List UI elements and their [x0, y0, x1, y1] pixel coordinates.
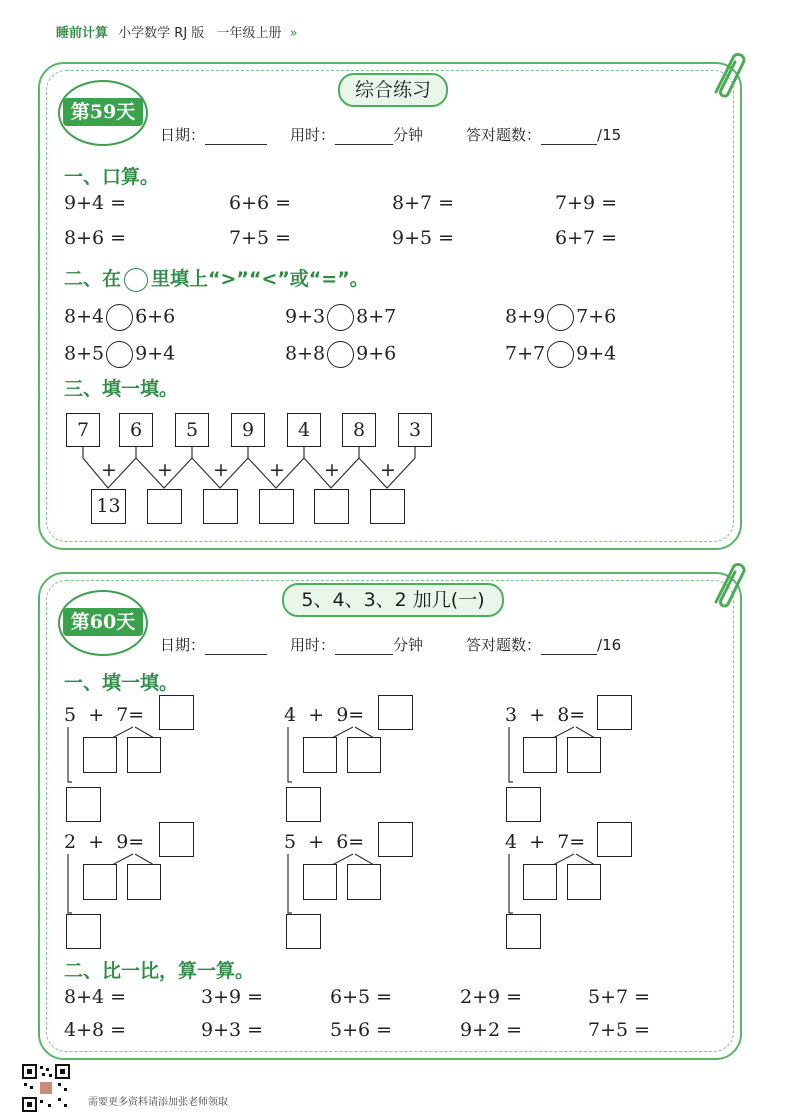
top-number-box: 6 — [119, 413, 153, 447]
compare-item: 8+4 6+6 — [64, 304, 175, 331]
day59-badge-label: 第59天 — [63, 98, 143, 126]
plus-sign: + — [269, 459, 285, 481]
time-label: 用时： — [290, 636, 336, 654]
qr-code-icon — [22, 1064, 70, 1112]
compare-calc-item: 9+3 = — [201, 1019, 264, 1041]
split-box[interactable] — [567, 864, 601, 900]
partial-box[interactable] — [66, 787, 101, 822]
decompose-equation: 3 + 8= — [505, 704, 586, 726]
compare-calc-item: 9+2 = — [460, 1019, 523, 1041]
day60-date — [160, 634, 267, 655]
compare-circle[interactable] — [547, 304, 574, 331]
compare-calc-item: 3+9 = — [201, 986, 264, 1008]
sum-box[interactable] — [259, 489, 294, 524]
day60-title: 5、4、3、2 加几(一) — [282, 583, 504, 617]
score-total: /16 — [597, 636, 622, 654]
compare-calc-item: 7+5 = — [588, 1019, 651, 1041]
day60-s2-title: 二、比一比，算一算。 — [64, 960, 255, 982]
chevron-icon: » — [289, 26, 298, 41]
date-blank[interactable] — [205, 654, 267, 655]
decompose-equation: 5 + 6= — [284, 831, 365, 853]
partial-box[interactable] — [286, 914, 321, 949]
compare-item: 8+8 9+6 — [285, 341, 396, 368]
compare-circle[interactable] — [547, 341, 574, 368]
compare-circle[interactable] — [106, 304, 133, 331]
sum-box[interactable]: 13 — [91, 489, 126, 524]
paperclip-icon — [706, 554, 746, 610]
footer-note: 需要更多资料请添加张老师领取 — [88, 1097, 228, 1108]
score-label: 答对题数： — [466, 126, 542, 144]
top-number-box: 5 — [175, 413, 209, 447]
plus-sign: + — [324, 459, 340, 481]
score-blank[interactable] — [541, 654, 597, 655]
time-unit: 分钟 — [393, 126, 424, 144]
sum-box[interactable] — [147, 489, 182, 524]
compare-calc-item: 4+8 = — [64, 1019, 127, 1041]
partial-box[interactable] — [506, 787, 541, 822]
day59-badge — [58, 80, 148, 146]
split-box[interactable] — [567, 737, 601, 773]
paperclip-icon — [706, 44, 746, 100]
day60-badge — [58, 590, 148, 656]
compare-calc-item: 6+5 = — [330, 986, 393, 1008]
split-box[interactable] — [347, 737, 381, 773]
top-number-box: 7 — [66, 413, 100, 447]
split-box[interactable] — [83, 864, 117, 900]
page-header — [56, 22, 298, 41]
split-box[interactable] — [303, 864, 337, 900]
decompose-equation: 4 + 7= — [505, 831, 586, 853]
compare-circle[interactable] — [327, 304, 354, 331]
plus-sign: + — [213, 459, 229, 481]
time-unit: 分钟 — [393, 636, 424, 654]
grade-label: 一年级上册 — [216, 26, 282, 41]
mental-math-item: 6+7 = — [555, 227, 618, 249]
day59-score — [466, 124, 621, 145]
top-number-box: 3 — [398, 413, 432, 447]
mental-math-item: 6+6 = — [229, 192, 292, 214]
compare-calc-item: 2+9 = — [460, 986, 523, 1008]
day59-time — [290, 124, 423, 145]
day59-date — [160, 124, 267, 145]
mental-math-item: 9+4 = — [64, 192, 127, 214]
brand-label: 睡前计算 — [56, 26, 109, 41]
compare-item: 7+7 9+4 — [505, 341, 616, 368]
plus-sign: + — [380, 459, 396, 481]
plus-sign: + — [157, 459, 173, 481]
score-total: /15 — [597, 126, 622, 144]
time-blank[interactable] — [335, 654, 393, 655]
partial-box[interactable] — [506, 914, 541, 949]
compare-item: 8+5 9+4 — [64, 341, 175, 368]
circle-icon — [124, 268, 148, 292]
time-label: 用时： — [290, 126, 336, 144]
day59-s1-title: 一、口算。 — [64, 166, 160, 188]
date-blank[interactable] — [205, 144, 267, 145]
compare-item: 8+9 7+6 — [505, 304, 616, 331]
decompose-equation: 4 + 9= — [284, 704, 365, 726]
day60-badge-label: 第60天 — [63, 608, 143, 636]
compare-calc-item: 8+4 = — [64, 986, 127, 1008]
subject-label: 小学数学 RJ 版 — [118, 26, 205, 41]
mental-math-item: 9+5 = — [392, 227, 455, 249]
top-number-box: 9 — [231, 413, 265, 447]
day60-score — [466, 634, 621, 655]
partial-box[interactable] — [286, 787, 321, 822]
split-box[interactable] — [127, 864, 161, 900]
time-blank[interactable] — [335, 144, 393, 145]
sum-box[interactable] — [314, 489, 349, 524]
compare-calc-item: 5+7 = — [588, 986, 651, 1008]
score-label: 答对题数： — [466, 636, 542, 654]
split-box[interactable] — [83, 737, 117, 773]
mental-math-item: 8+7 = — [392, 192, 455, 214]
mental-math-item: 7+5 = — [229, 227, 292, 249]
day59-s2-title: 二、在 里填上“>”“<”或“=”。 — [64, 268, 369, 290]
score-blank[interactable] — [541, 144, 597, 145]
compare-item: 9+3 8+7 — [285, 304, 396, 331]
day60-s1-title: 一、填一填。 — [64, 672, 179, 694]
split-box[interactable] — [303, 737, 337, 773]
split-box[interactable] — [347, 864, 381, 900]
compare-circle[interactable] — [327, 341, 354, 368]
day59-title: 综合练习 — [338, 73, 448, 107]
partial-box[interactable] — [66, 914, 101, 949]
split-box[interactable] — [523, 737, 557, 773]
mental-math-item: 7+9 = — [555, 192, 618, 214]
top-number-box: 8 — [342, 413, 376, 447]
day60-time — [290, 634, 423, 655]
decompose-equation: 2 + 9= — [64, 831, 145, 853]
sum-box[interactable] — [370, 489, 405, 524]
decompose-equation: 5 + 7= — [64, 704, 145, 726]
plus-sign: + — [101, 459, 117, 481]
date-label: 日期： — [160, 126, 206, 144]
date-label: 日期： — [160, 636, 206, 654]
compare-calc-item: 5+6 = — [330, 1019, 393, 1041]
day59-s3-title: 三、填一填。 — [64, 378, 179, 400]
mental-math-item: 8+6 = — [64, 227, 127, 249]
sum-box[interactable] — [203, 489, 238, 524]
top-number-box: 4 — [287, 413, 321, 447]
split-box[interactable] — [127, 737, 161, 773]
compare-circle[interactable] — [106, 341, 133, 368]
split-box[interactable] — [523, 864, 557, 900]
